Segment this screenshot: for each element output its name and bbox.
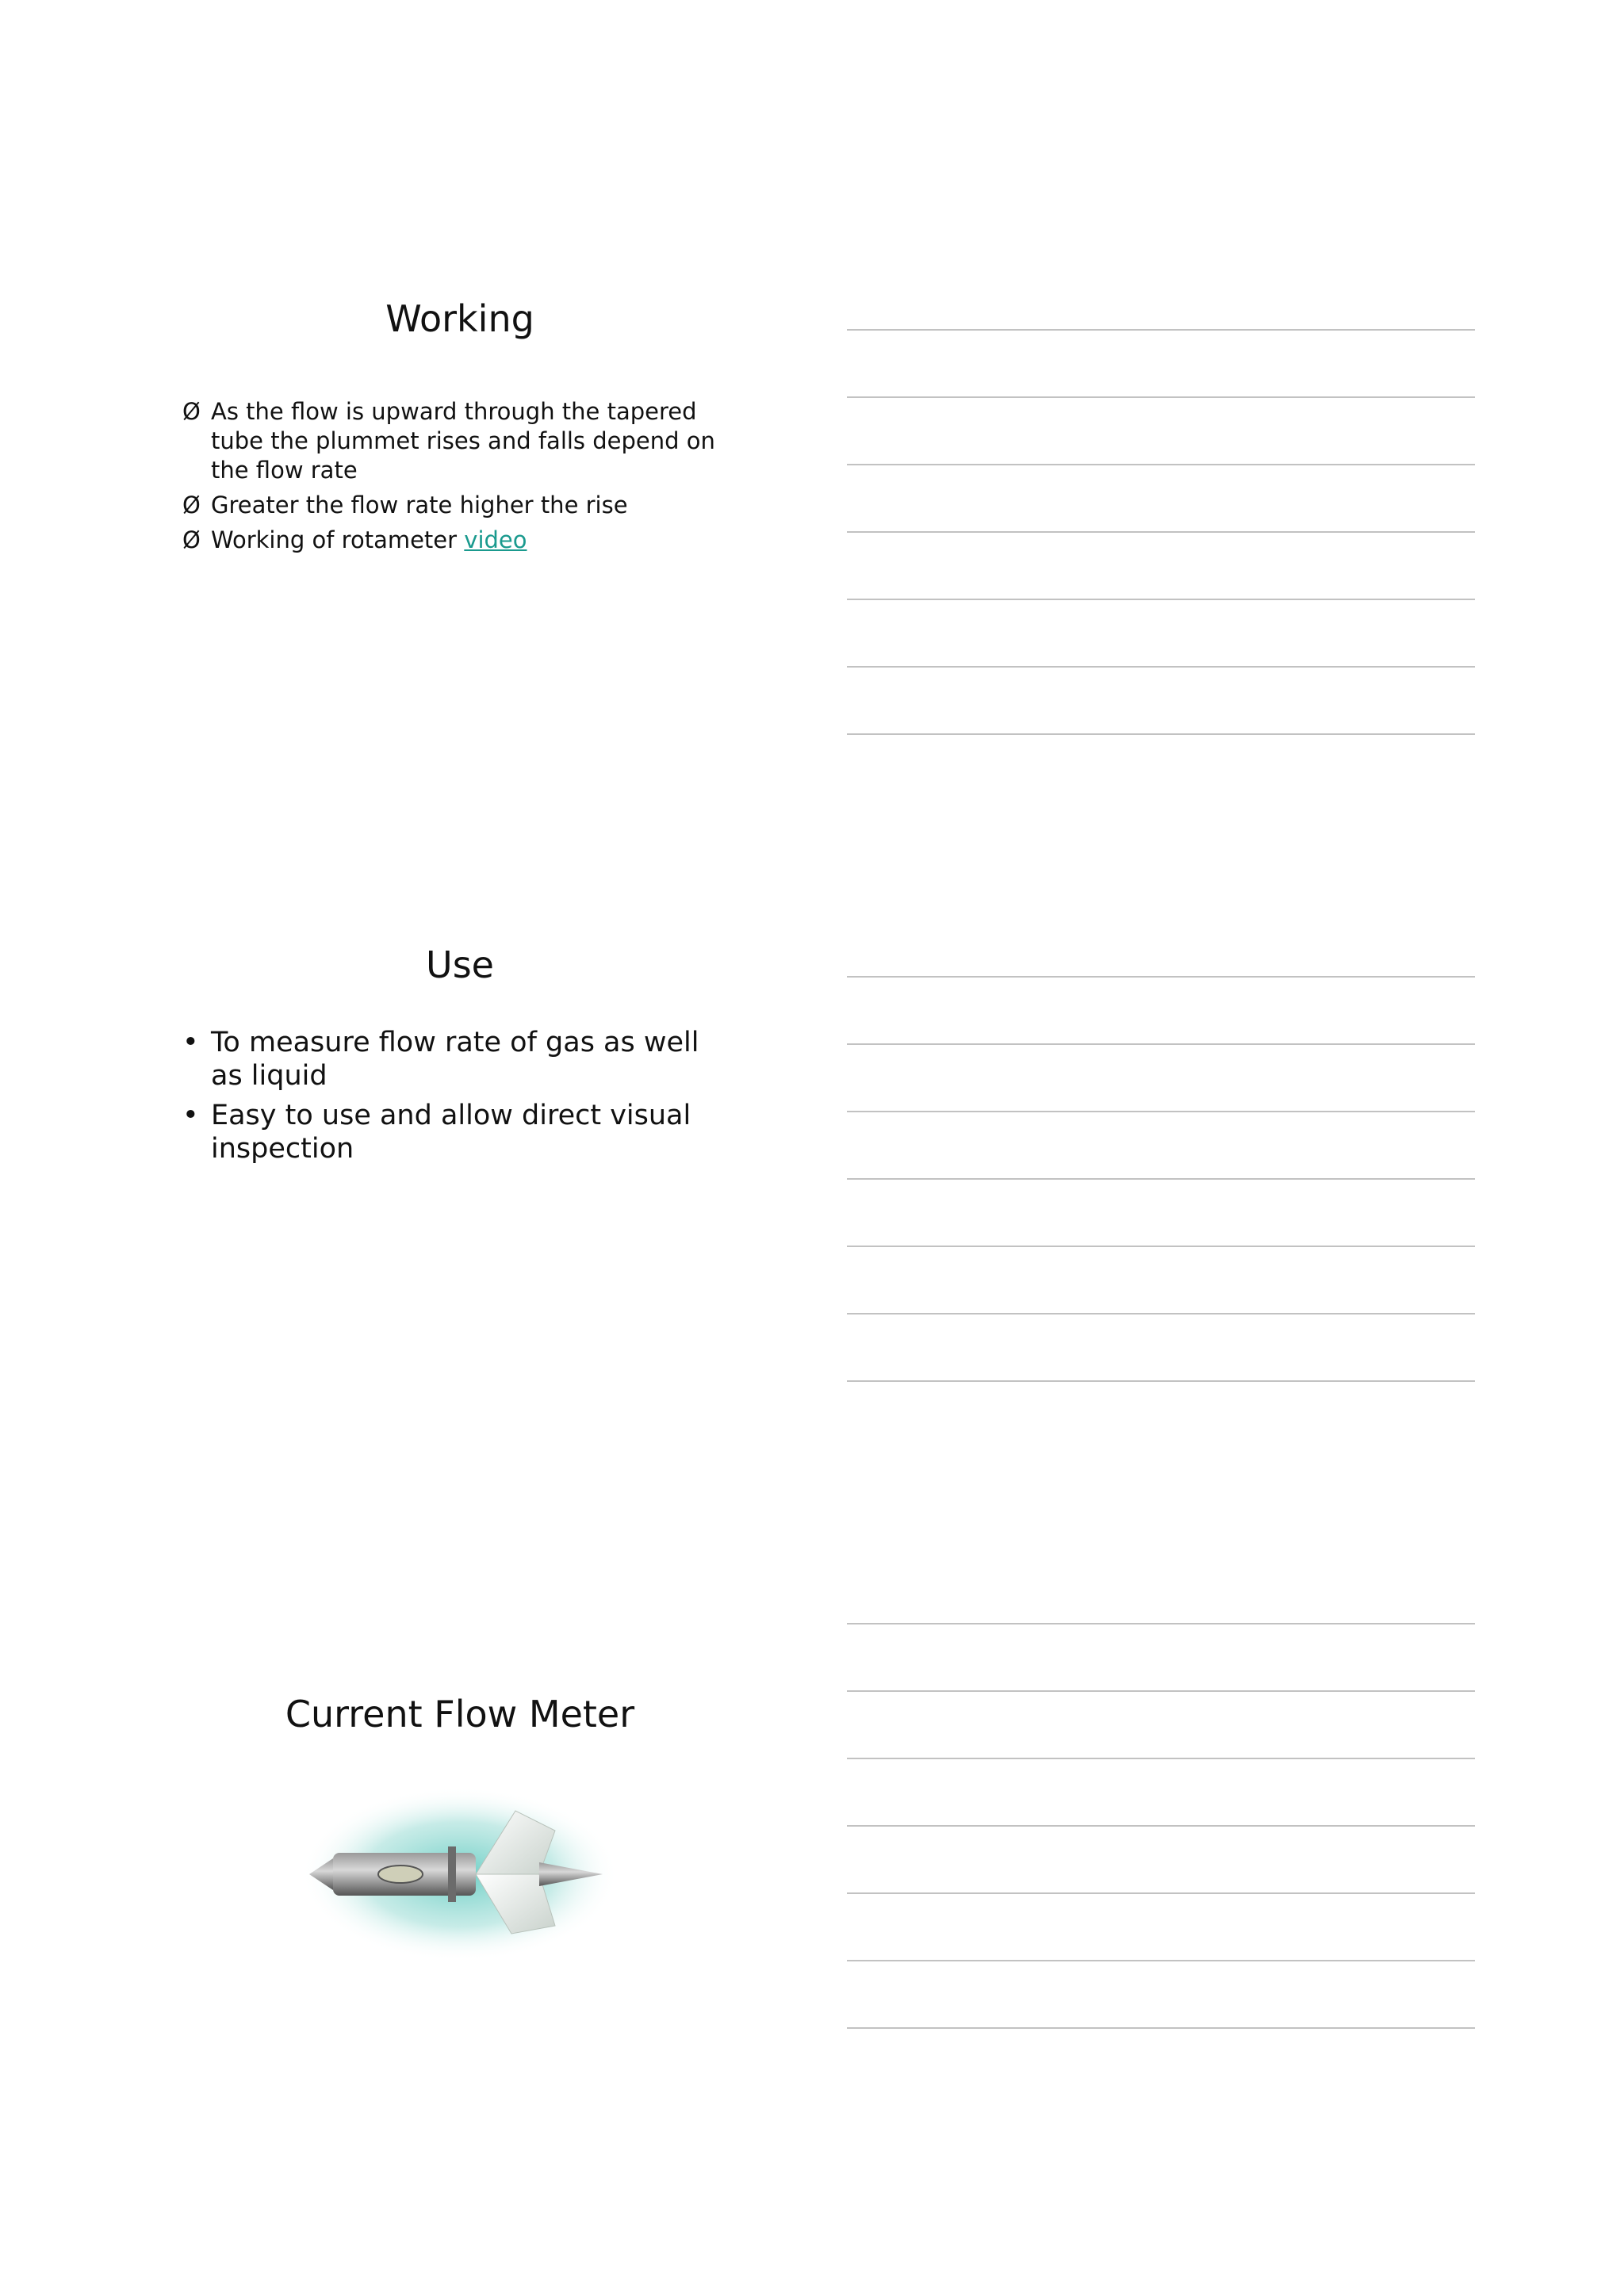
note-line	[847, 1380, 1475, 1382]
note-line	[847, 1111, 1475, 1112]
list-item	[182, 491, 737, 520]
note-line	[847, 464, 1475, 465]
list-item	[182, 1026, 737, 1093]
note-line	[847, 396, 1475, 398]
bullet-text: Greater the flow rate higher the rise	[211, 492, 628, 519]
note-line	[847, 1892, 1475, 1894]
bullet-text: Working of rotameter	[211, 526, 465, 553]
bullet-dot-icon: •	[182, 1027, 199, 1058]
bullet-list	[182, 1026, 737, 1165]
list-item	[182, 526, 737, 555]
note-line	[847, 733, 1475, 735]
bullet-text: To measure flow rate of gas as well as liquid	[211, 1027, 699, 1092]
notes-lines	[847, 976, 1475, 1448]
note-line	[847, 531, 1475, 533]
bullet-text: Easy to use and allow direct visual inspection	[211, 1100, 691, 1165]
note-line	[847, 599, 1475, 600]
slide-title: Working	[385, 297, 534, 340]
note-line	[847, 1960, 1475, 1961]
slide-use	[182, 943, 737, 1172]
slide-current-flow-meter	[182, 1693, 737, 1973]
slide-working	[182, 297, 737, 561]
notes-lines	[847, 329, 1475, 801]
current-flow-meter-image	[301, 1775, 619, 1973]
list-item	[182, 397, 737, 485]
list-item	[182, 1099, 737, 1165]
bullet-dot-icon: •	[182, 1100, 199, 1131]
note-line	[847, 1043, 1475, 1045]
slide-title: Use	[426, 943, 494, 986]
arrow-bullet-icon: Ø	[182, 526, 201, 553]
bullet-list	[182, 397, 737, 555]
note-line	[847, 1313, 1475, 1314]
note-line	[847, 1758, 1475, 1759]
note-line	[847, 666, 1475, 668]
bullet-text: As the flow is upward through the tapered tube the plummet rises and falls depend on the flow rate	[211, 398, 715, 484]
note-line	[847, 1246, 1475, 1247]
note-line	[847, 1178, 1475, 1180]
slide-title: Current Flow Meter	[285, 1693, 635, 1735]
note-line	[847, 1825, 1475, 1827]
note-line	[847, 1690, 1475, 1692]
arrow-bullet-icon: Ø	[182, 492, 201, 519]
notes-lines	[847, 1623, 1475, 2095]
video-link[interactable]: video	[464, 526, 527, 553]
note-line	[847, 976, 1475, 978]
note-line	[847, 329, 1475, 331]
note-line	[847, 1623, 1475, 1624]
arrow-bullet-icon: Ø	[182, 398, 201, 425]
note-line	[847, 2027, 1475, 2029]
